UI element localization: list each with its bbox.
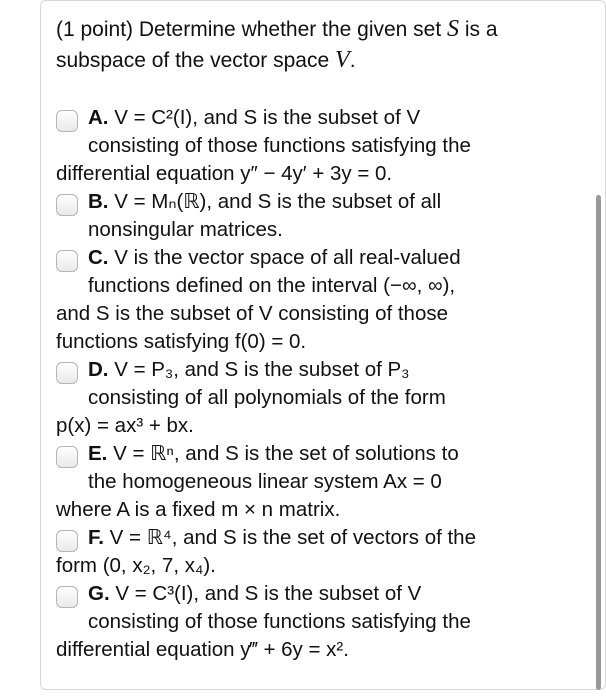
option-d-checkbox[interactable] <box>56 362 78 384</box>
option-a-letter: A. <box>88 106 109 129</box>
option-e-checkbox[interactable] <box>56 446 78 468</box>
option-d-line2: consisting of all polynomials of the form <box>88 386 446 409</box>
prompt-period: . <box>349 49 356 72</box>
option-b-line1: V = Mₙ(ℝ), and S is the subset of all <box>114 190 442 213</box>
option-c-letter: C. <box>88 246 109 269</box>
option-e-line3: where A is a fixed m × n matrix. <box>56 498 341 521</box>
option-d-line1: V = P₃, and S is the subset of P₃ <box>114 358 410 381</box>
option-a-checkbox[interactable] <box>56 110 78 132</box>
option-a-line3: differential equation y″ − 4y′ + 3y = 0. <box>56 162 393 185</box>
option-b[interactable] <box>56 188 566 244</box>
option-f-letter: F. <box>88 526 104 549</box>
option-c-checkbox[interactable] <box>56 250 78 272</box>
option-d[interactable] <box>56 356 566 440</box>
option-c-line4: functions satisfying f(0) = 0. <box>56 330 307 353</box>
option-b-checkbox[interactable] <box>56 194 78 216</box>
option-e-line2: the homogeneous linear system Ax = 0 <box>88 470 442 493</box>
prompt-text-2: subspace of the vector space <box>56 49 330 72</box>
option-g-line2: consisting of those functions satisfying the <box>88 610 471 633</box>
option-g-line3: differential equation y‴ + 6y = x². <box>56 638 349 661</box>
option-b-line2: nonsingular matrices. <box>88 218 283 241</box>
option-g-line1: V = C³(I), and S is the subset of V <box>115 582 422 605</box>
options-list <box>56 104 566 664</box>
option-f-line1: V = ℝ⁴, and S is the set of vectors of the <box>109 526 476 549</box>
scrollbar[interactable] <box>596 195 601 690</box>
option-d-line3: p(x) = ax³ + bx. <box>56 414 194 437</box>
option-a-line2: consisting of those functions satisfying the <box>88 134 471 157</box>
option-c-line3: and S is the subset of V consisting of those <box>56 302 449 325</box>
prompt-text-1-end: is a <box>464 18 498 41</box>
option-d-letter: D. <box>88 358 109 381</box>
option-c-line1: V is the vector space of all real-valued <box>114 246 461 269</box>
option-b-letter: B. <box>88 190 109 213</box>
option-a-line1: V = C²(I), and S is the subset of V <box>114 106 421 129</box>
option-f-checkbox[interactable] <box>56 530 78 552</box>
question-prompt <box>56 14 556 76</box>
option-g[interactable] <box>56 580 566 664</box>
option-f-line3: form (0, x₂, 7, x₄). <box>56 554 216 577</box>
option-c-line2: functions defined on the interval (−∞, ∞), <box>88 274 456 297</box>
option-e[interactable] <box>56 440 566 524</box>
option-c[interactable] <box>56 244 566 356</box>
prompt-space-V: V <box>335 47 350 73</box>
option-a[interactable] <box>56 104 566 188</box>
option-g-checkbox[interactable] <box>56 586 78 608</box>
prompt-text-1: (1 point) Determine whether the given set <box>56 18 442 41</box>
option-e-letter: E. <box>88 442 108 465</box>
option-g-letter: G. <box>88 582 110 605</box>
prompt-set-S: S <box>447 16 460 42</box>
option-f[interactable] <box>56 524 566 580</box>
option-e-line1: V = ℝⁿ, and S is the set of solutions to <box>113 442 459 465</box>
